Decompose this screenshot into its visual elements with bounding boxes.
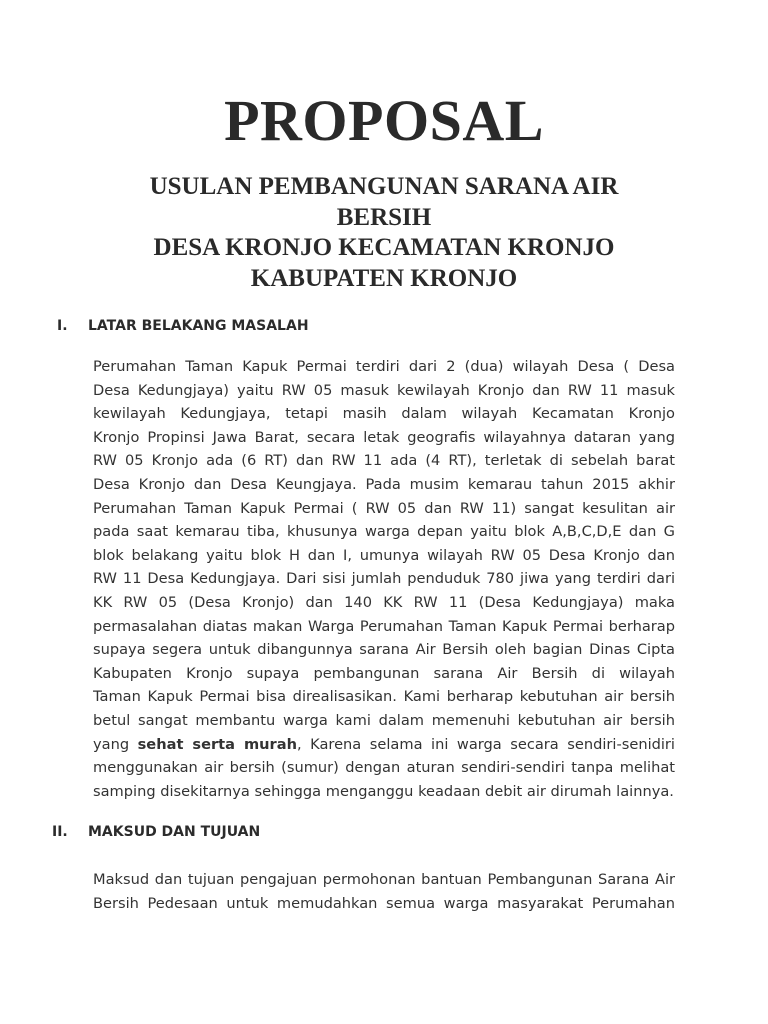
paragraph-line: supaya segera untuk dibangunnya sarana Air Bersih oleh bagian Dinas Cipta — [93, 641, 675, 659]
subtitle-line: KABUPATEN KRONJO — [250, 264, 518, 292]
paragraph-line: Desa Kedungjaya) yaitu RW 05 masuk kewilayah Kronjo dan RW 11 masuk — [93, 381, 675, 399]
section-number: II. — [52, 824, 68, 840]
subtitle-line: DESA KRONJO KECAMATAN KRONJO — [153, 234, 615, 261]
paragraph-line: menggunakan air bersih (sumur) dengan aturan sendiri-sendiri tanpa melihat — [93, 759, 675, 777]
paragraph-line: KK RW 05 (Desa Kronjo) dan 140 KK RW 11 (Desa Kedungjaya) maka — [93, 593, 675, 611]
section-number: I. — [57, 318, 68, 334]
paragraph-line: samping disekitarnya sehingga menganggu keadaan debit air dirumah lainnya. — [93, 782, 674, 800]
subtitle-line: USULAN PEMBANGUNAN SARANA AIR — [149, 173, 619, 200]
text-fragment: yang — [93, 735, 130, 753]
section-title: LATAR BELAKANG MASALAH — [88, 318, 309, 334]
paragraph-line: Maksud dan tujuan pengajuan permohonan bantuan Pembangunan Sarana Air — [93, 871, 675, 888]
paragraph-line: permasalahan diatas makan Warga Perumahan Taman Kapuk Permai berharap — [93, 617, 675, 635]
paragraph-line: pada saat kemarau tiba, khusunya warga depan yaitu blok A,B,C,D,E dan G — [93, 523, 675, 541]
paragraph-line: betul sangat membantu warga kami dalam memenuhi kebutuhan air bersih — [93, 711, 675, 729]
section-heading-maksud-tujuan — [52, 823, 260, 841]
section-heading-latar-belakang — [57, 317, 309, 335]
paragraph-latar-belakang — [93, 355, 675, 803]
paragraph-line: Kronjo Propinsi Jawa Barat, secara letak geografis wilayahnya dataran yang — [93, 428, 675, 446]
paragraph-maksud-tujuan — [93, 868, 675, 915]
paragraph-line: blok belakang yaitu blok H dan I, umunya wilayah RW 05 Desa Kronjo dan — [93, 546, 675, 564]
text-fragment: , Karena selama ini warga secara sendiri-senidiri — [296, 735, 675, 753]
paragraph-line: Desa Kronjo dan Desa Keungjaya. Pada musim kemarau tahun 2015 akhir — [93, 475, 675, 493]
paragraph-line: Perumahan Taman Kapuk Permai ( RW 05 dan RW 11) sangat kesulitan air — [93, 499, 675, 517]
emphasis-text: sehat serta murah — [137, 735, 297, 753]
paragraph-line: Bersih Pedesaan untuk memudahkan semua warga masyarakat Perumahan — [93, 894, 675, 912]
paragraph-line: Taman Kapuk Permai bisa direalisasikan. Kami berharap kebutuhan air bersih — [93, 688, 675, 706]
paragraph-line — [93, 733, 675, 757]
paragraph-line: kewilayah Kedungjaya, tetapi masih dalam wilayah Kecamatan Kronjo — [93, 405, 675, 423]
paragraph-line: Perumahan Taman Kapuk Permai terdiri dari 2 (dua) wilayah Desa ( Desa — [93, 358, 675, 375]
section-title: MAKSUD DAN TUJUAN — [88, 824, 261, 840]
subtitle-line: BERSIH — [336, 203, 432, 231]
paragraph-line: RW 11 Desa Kedungjaya. Dari sisi jumlah penduduk 780 jiwa yang terdiri dari — [93, 570, 675, 588]
paragraph-line: RW 05 Kronjo ada (6 RT) dan RW 11 ada (4 RT), terletak di sebelah barat — [93, 452, 675, 470]
document-subtitle — [0, 172, 768, 294]
paragraph-line: Kabupaten Kronjo supaya pembangunan sarana Air Bersih di wilayah — [93, 664, 675, 682]
document-title: PROPOSAL — [224, 88, 544, 153]
